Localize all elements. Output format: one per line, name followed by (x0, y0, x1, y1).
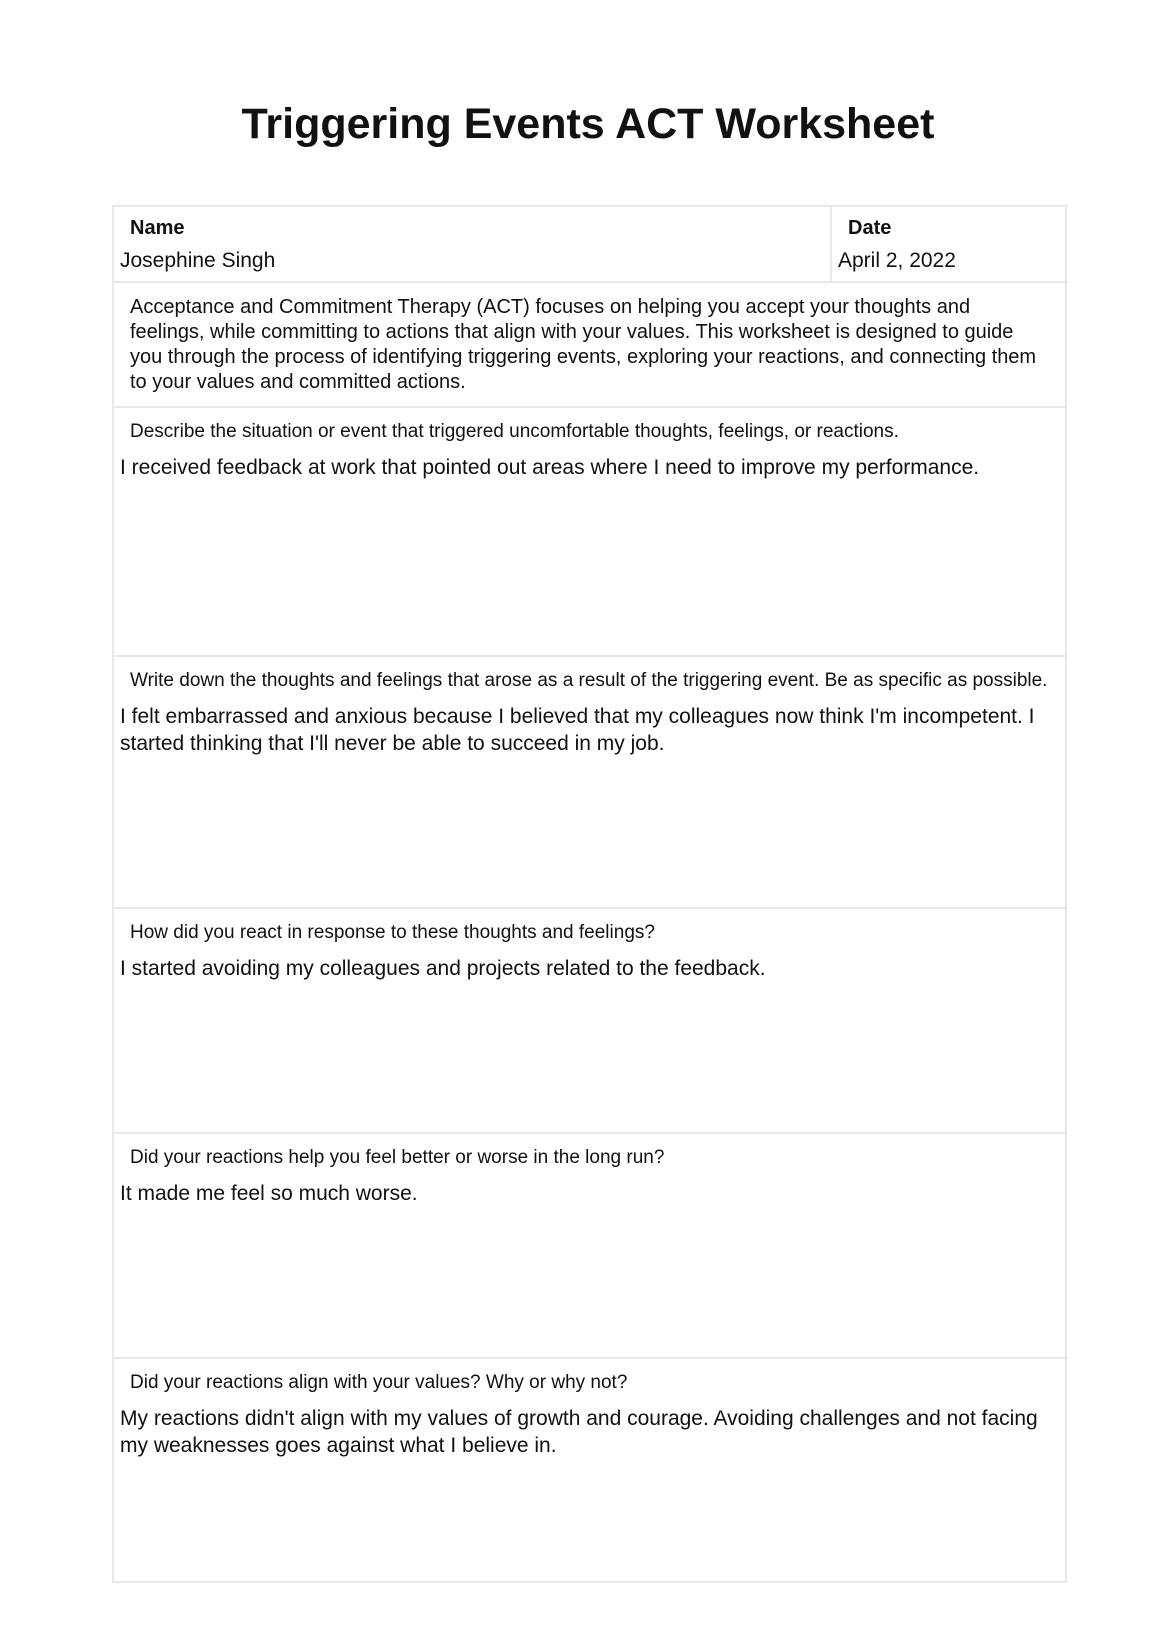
name-field[interactable]: Josephine Singh (120, 249, 276, 272)
question-prompt: Describe the situation or event that triggered uncomfortable thoughts, feelings, or reactions. (130, 421, 899, 442)
question-3 (114, 907, 1065, 1132)
question-prompt: How did you react in response to these thoughts and feelings? (130, 922, 655, 943)
answer-field[interactable]: I received feedback at work that pointed out areas where I need to improve my performance. (120, 456, 980, 479)
question-5 (114, 1357, 1065, 1581)
question-1 (114, 406, 1065, 655)
answer-field[interactable]: It made me feel so much worse. (120, 1182, 418, 1205)
page-title: Triggering Events ACT Worksheet (241, 100, 935, 148)
question-4 (114, 1132, 1065, 1357)
date-label: Date (848, 217, 892, 239)
answer-field[interactable]: I felt embarrassed and anxious because I believed that my colleagues now think I'm incompetent. I started thinking that I'll never be able to succeed in my job. (120, 705, 1035, 755)
answer-field[interactable]: I started avoiding my colleagues and projects related to the feedback. (120, 957, 766, 980)
answer-field[interactable]: My reactions didn't align with my values of growth and courage. Avoiding challenges and not facing my weaknesses goes against what I believe in. (120, 1407, 1038, 1457)
question-prompt: Write down the thoughts and feelings that arose as a result of the triggering event. Be as specific as possible. (130, 670, 1048, 691)
header-row (114, 207, 1065, 281)
worksheet-table (112, 205, 1067, 1583)
date-field[interactable]: April 2, 2022 (838, 249, 956, 272)
question-prompt: Did your reactions help you feel better or worse in the long run? (130, 1147, 665, 1168)
intro-text: Acceptance and Commitment Therapy (ACT) focuses on helping you accept your thoughts and feelings, while committing to actions that align with your values. This worksheet is designed to guide you through the process of identifying triggering events, exploring your reactions, and connecting them to your values and committed actions. (114, 281, 1065, 406)
question-2 (114, 655, 1065, 907)
date-cell (832, 207, 1065, 281)
name-cell (114, 207, 832, 281)
name-label: Name (130, 217, 185, 239)
question-prompt: Did your reactions align with your values? Why or why not? (130, 1372, 628, 1393)
